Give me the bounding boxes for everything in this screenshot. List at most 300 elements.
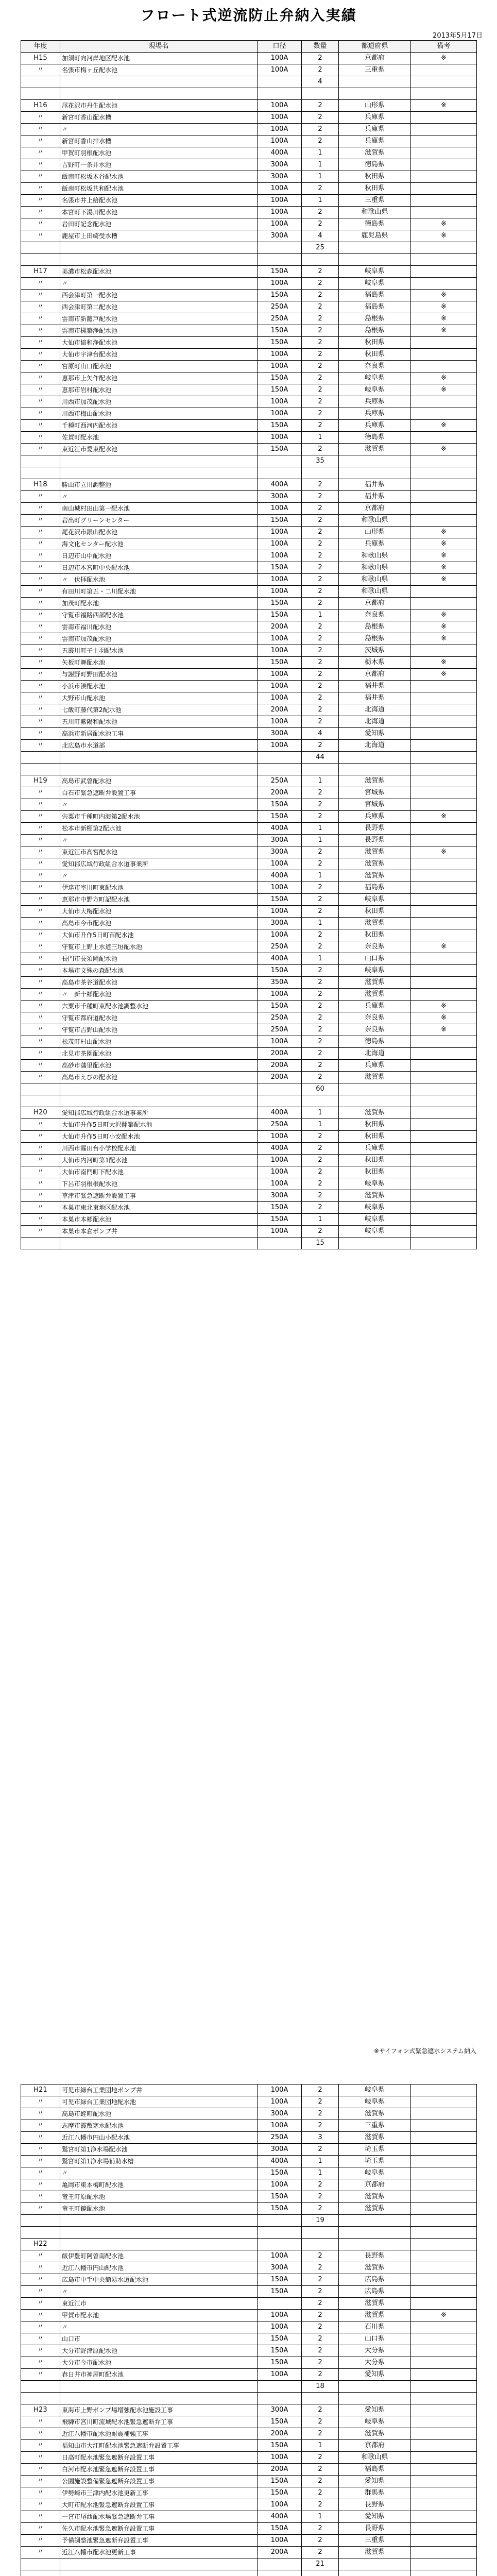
- site-cell: 長門市長須岡配水池: [60, 953, 258, 965]
- prefecture-cell: 島根県: [339, 633, 411, 645]
- diameter-cell: 100A: [258, 929, 302, 941]
- table-row: [21, 846, 477, 858]
- table-row: [21, 2286, 477, 2298]
- year-cell: 〃: [21, 882, 60, 894]
- diameter-cell: 100A: [258, 527, 302, 538]
- year-cell: 〃: [21, 124, 60, 135]
- diameter-cell: 100A: [258, 183, 302, 195]
- quantity-cell: 2: [302, 2108, 339, 2120]
- table-row: [21, 290, 477, 301]
- table-row: [21, 2511, 477, 2523]
- quantity-cell: 2: [302, 2203, 339, 2215]
- table-row: [21, 1060, 477, 1072]
- prefecture-cell: 愛知県: [339, 2476, 411, 2487]
- remarks-cell: [411, 1036, 477, 1048]
- remarks-cell: [411, 147, 477, 159]
- remarks-cell: [411, 266, 477, 278]
- table-row: [21, 858, 477, 870]
- year-cell: 〃: [21, 1072, 60, 1083]
- table-row: [21, 989, 477, 1001]
- prefecture-cell: 岐阜県: [339, 384, 411, 396]
- prefecture-cell: 滋賀県: [339, 2132, 411, 2144]
- prefecture-cell: 岐阜県: [339, 1226, 411, 1238]
- prefecture-cell: 長野県: [339, 2523, 411, 2535]
- quantity-cell: 2: [302, 2286, 339, 2298]
- table-row: [21, 527, 477, 538]
- diameter-cell: 200A: [258, 2428, 302, 2440]
- table-row: [21, 740, 477, 752]
- year-cell: H21: [21, 2084, 60, 2096]
- site-cell: 勝山市立川調整池: [60, 479, 258, 491]
- year-cell: 〃: [21, 906, 60, 918]
- quantity-cell: 1: [302, 1214, 339, 1226]
- site-cell: 伊達市室川町東配水池: [60, 882, 258, 894]
- year-cell: 〃: [21, 1060, 60, 1072]
- prefecture-cell: 兵庫県: [339, 112, 411, 124]
- prefecture-cell: 秋田県: [339, 906, 411, 918]
- remarks-cell: [411, 965, 477, 977]
- quantity-cell: 2: [302, 135, 339, 147]
- table-row: [21, 1107, 477, 1119]
- diameter-cell: 100A: [258, 989, 302, 1001]
- prefecture-cell: 岐阜県: [339, 894, 411, 906]
- prefecture-cell: 福井県: [339, 692, 411, 704]
- year-cell: 〃: [21, 1131, 60, 1143]
- quantity-cell: 1: [302, 609, 339, 621]
- remarks-cell: [411, 207, 477, 218]
- quantity-cell: 2: [302, 2084, 339, 2096]
- year-cell: 〃: [21, 2535, 60, 2547]
- diameter-cell: 150A: [258, 290, 302, 301]
- year-cell: 〃: [21, 1001, 60, 1012]
- site-cell: 〃 伏拝配水池: [60, 574, 258, 586]
- table-row: [21, 2345, 477, 2357]
- table-row: [21, 775, 477, 787]
- table-row: [21, 100, 477, 112]
- remarks-cell: [411, 799, 477, 811]
- table-row: [21, 2262, 477, 2274]
- quantity-cell: 2: [302, 633, 339, 645]
- table-row: [21, 633, 477, 645]
- year-cell: 〃: [21, 372, 60, 384]
- prefecture-cell: 滋賀県: [339, 147, 411, 159]
- diameter-cell: 300A: [258, 2144, 302, 2156]
- diameter-cell: 150A: [258, 2286, 302, 2298]
- quantity-cell: 2: [302, 278, 339, 290]
- site-cell: 北見市茶園配水池: [60, 1048, 258, 1060]
- year-cell: 〃: [21, 1178, 60, 1190]
- year-cell: 〃: [21, 704, 60, 716]
- year-cell: 〃: [21, 159, 60, 171]
- prefecture-cell: 滋賀県: [339, 2191, 411, 2203]
- quantity-cell: 2: [302, 53, 339, 64]
- diameter-cell: 300A: [258, 230, 302, 242]
- remarks-cell: [411, 2369, 477, 2381]
- diameter-cell: 100A: [258, 1131, 302, 1143]
- prefecture-cell: 岐阜県: [339, 278, 411, 290]
- diameter-cell: 250A: [258, 775, 302, 787]
- diameter-cell: 300A: [258, 728, 302, 740]
- diameter-cell: 300A: [258, 159, 302, 171]
- prefecture-cell: 滋賀県: [339, 858, 411, 870]
- quantity-cell: 2: [302, 1060, 339, 1072]
- year-cell: 〃: [21, 112, 60, 124]
- subtotal-value: 44: [302, 752, 339, 764]
- spacer-row: [21, 2227, 477, 2239]
- site-cell: 近江八幡市円山配水池: [60, 2262, 258, 2274]
- diameter-cell: 100A: [258, 361, 302, 372]
- table-row: [21, 823, 477, 835]
- quantity-cell: 1: [302, 835, 339, 846]
- table-row: [21, 2547, 477, 2558]
- site-cell: 春日井市神屋町配水池: [60, 2369, 258, 2381]
- table-row: [21, 1226, 477, 1238]
- remarks-cell: ※: [411, 633, 477, 645]
- site-cell: 本巣市本郷配水池: [60, 1214, 258, 1226]
- quantity-cell: 2: [302, 2179, 339, 2191]
- site-cell: 予備調整池緊急遮断弁設置工事: [60, 2535, 258, 2547]
- quantity-cell: 2: [302, 2547, 339, 2558]
- quantity-cell: 1: [302, 2167, 339, 2179]
- prefecture-cell: 北海道: [339, 1048, 411, 1060]
- table-row: [21, 929, 477, 941]
- prefecture-cell: 秋田県: [339, 1119, 411, 1131]
- diameter-cell: 100A: [258, 692, 302, 704]
- prefecture-cell: 兵庫県: [339, 1143, 411, 1155]
- remarks-cell: [411, 2452, 477, 2464]
- year-cell: 〃: [21, 207, 60, 218]
- year-cell: 〃: [21, 1190, 60, 1202]
- remarks-cell: ※: [411, 444, 477, 455]
- table-row: [21, 372, 477, 384]
- remarks-cell: [411, 740, 477, 752]
- year-cell: 〃: [21, 681, 60, 692]
- site-cell: 甲賀町羽根配水池: [60, 147, 258, 159]
- year-cell: 〃: [21, 384, 60, 396]
- quantity-cell: 2: [302, 2262, 339, 2274]
- remarks-cell: ※: [411, 941, 477, 953]
- table-row: [21, 2357, 477, 2369]
- remarks-cell: [411, 586, 477, 598]
- subtotal-value: 60: [302, 1083, 339, 1095]
- prefecture-cell: 山形県: [339, 527, 411, 538]
- remarks-cell: [411, 835, 477, 846]
- site-cell: 大仙市升作5日町小安配水池: [60, 1131, 258, 1143]
- diameter-cell: 100A: [258, 2499, 302, 2511]
- remarks-cell: [411, 704, 477, 716]
- prefecture-cell: 滋賀県: [339, 2203, 411, 2215]
- diameter-cell: 100A: [258, 1166, 302, 1178]
- prefecture-cell: 愛知県: [339, 2511, 411, 2523]
- site-cell: 本巣市東北東地区配水池: [60, 1202, 258, 1214]
- quantity-cell: 2: [302, 2274, 339, 2286]
- quantity-cell: 2: [302, 846, 339, 858]
- diameter-cell: 150A: [258, 609, 302, 621]
- table-row: [21, 420, 477, 432]
- table-row: [21, 669, 477, 681]
- year-cell: 〃: [21, 2345, 60, 2357]
- quantity-cell: 2: [302, 100, 339, 112]
- year-cell: 〃: [21, 1048, 60, 1060]
- site-cell: 高島市えびの配水池: [60, 1072, 258, 1083]
- subtotal-row: [21, 752, 477, 764]
- prefecture-cell: 山形県: [339, 100, 411, 112]
- quantity-cell: 1: [302, 953, 339, 965]
- site-cell: 〃: [60, 2286, 258, 2298]
- year-cell: 〃: [21, 2511, 60, 2523]
- diameter-cell: 150A: [258, 799, 302, 811]
- remarks-cell: ※: [411, 562, 477, 574]
- quantity-cell: 1: [302, 147, 339, 159]
- remarks-cell: ※: [411, 301, 477, 313]
- site-cell: 高浜市新居配水池工事: [60, 728, 258, 740]
- remarks-cell: [411, 2487, 477, 2499]
- prefecture-cell: 岐阜県: [339, 372, 411, 384]
- header-year: 年度: [21, 41, 60, 53]
- prefecture-cell: 秋田県: [339, 1166, 411, 1178]
- diameter-cell: 300A: [258, 846, 302, 858]
- remarks-cell: [411, 396, 477, 408]
- site-cell: 守覧市吉野山配水池: [60, 1024, 258, 1036]
- header-site: 現場名: [60, 41, 258, 53]
- prefecture-cell: 奈良県: [339, 1024, 411, 1036]
- table-row: [21, 491, 477, 503]
- year-cell: 〃: [21, 408, 60, 420]
- diameter-cell: 100A: [258, 1155, 302, 1166]
- site-cell: 可児市緑台工業団地ポンプ井: [60, 2084, 258, 2096]
- quantity-cell: 2: [302, 669, 339, 681]
- quantity-cell: 2: [302, 1202, 339, 1214]
- prefecture-cell: 山口県: [339, 953, 411, 965]
- remarks-cell: [411, 716, 477, 728]
- remarks-cell: [411, 2464, 477, 2476]
- diameter-cell: 150A: [258, 2167, 302, 2179]
- remarks-cell: [411, 1155, 477, 1166]
- table-row: [21, 218, 477, 230]
- year-cell: 〃: [21, 444, 60, 455]
- remarks-cell: ※: [411, 669, 477, 681]
- site-cell: 尾花沢市丹生配水池: [60, 100, 258, 112]
- quantity-cell: 1: [302, 2440, 339, 2452]
- site-cell: 守覧市福路西部配水池: [60, 609, 258, 621]
- table-row: [21, 2428, 477, 2440]
- site-cell: 大仙市南門町下配水池: [60, 1166, 258, 1178]
- year-cell: 〃: [21, 918, 60, 929]
- year-cell: 〃: [21, 337, 60, 349]
- year-cell: 〃: [21, 550, 60, 562]
- remarks-cell: [411, 2239, 477, 2250]
- site-cell: 草津市緊急遮断弁設置工事: [60, 1190, 258, 1202]
- diameter-cell: 150A: [258, 444, 302, 455]
- remarks-cell: [411, 432, 477, 444]
- quantity-cell: 1: [302, 159, 339, 171]
- remarks-cell: [411, 491, 477, 503]
- diameter-cell: 100A: [258, 2096, 302, 2108]
- site-cell: 〃: [60, 2321, 258, 2333]
- site-cell: 川西市霧田台小学校配水池: [60, 1143, 258, 1155]
- prefecture-cell: 秋田県: [339, 1131, 411, 1143]
- prefecture-cell: 秋田県: [339, 337, 411, 349]
- site-cell: 竜王町原配水池: [60, 2191, 258, 2203]
- site-cell: 伊勢崎市三津内配水池更新工事: [60, 2487, 258, 2499]
- quantity-cell: 2: [302, 266, 339, 278]
- site-cell: 川西市梅山配水池: [60, 408, 258, 420]
- document-title: フロート式逆流防止弁納入実績: [140, 7, 357, 24]
- year-cell: 〃: [21, 1166, 60, 1178]
- year-cell: 〃: [21, 953, 60, 965]
- table-row: [21, 1214, 477, 1226]
- year-cell: 〃: [21, 669, 60, 681]
- subtotal-row: [21, 2558, 477, 2570]
- prefecture-cell: 奈良県: [339, 1012, 411, 1024]
- year-cell: 〃: [21, 2369, 60, 2381]
- year-cell: 〃: [21, 2523, 60, 2535]
- subtotal-row: [21, 1238, 477, 1249]
- table-row: [21, 882, 477, 894]
- year-cell: H16: [21, 100, 60, 112]
- prefecture-cell: 埼玉県: [339, 2156, 411, 2167]
- table-row: [21, 2535, 477, 2547]
- diameter-cell: 150A: [258, 2523, 302, 2535]
- diameter-cell: 100A: [258, 53, 302, 64]
- diameter-cell: 100A: [258, 574, 302, 586]
- prefecture-cell: 長野県: [339, 2499, 411, 2511]
- remarks-cell: [411, 1131, 477, 1143]
- remarks-cell: [411, 858, 477, 870]
- quantity-cell: 2: [302, 977, 339, 989]
- diameter-cell: 150A: [258, 894, 302, 906]
- quantity-cell: 2: [302, 2191, 339, 2203]
- remarks-cell: [411, 171, 477, 183]
- site-cell: 可児市緑台工業団地配水池: [60, 2096, 258, 2108]
- quantity-cell: 2: [302, 2487, 339, 2499]
- year-cell: 〃: [21, 290, 60, 301]
- year-cell: 〃: [21, 503, 60, 515]
- remarks-cell: [411, 823, 477, 835]
- quantity-cell: 1: [302, 2511, 339, 2523]
- table-row: [21, 1166, 477, 1178]
- remarks-cell: ※: [411, 218, 477, 230]
- diameter-cell: 150A: [258, 2476, 302, 2487]
- quantity-cell: 2: [302, 301, 339, 313]
- prefecture-cell: 岐阜県: [339, 1202, 411, 1214]
- diameter-cell: 100A: [258, 124, 302, 135]
- site-cell: 大分市今市配水池: [60, 2357, 258, 2369]
- site-cell: 西会津町第二配水池: [60, 301, 258, 313]
- prefecture-cell: 宮城県: [339, 799, 411, 811]
- table-row: [21, 2499, 477, 2511]
- diameter-cell: 200A: [258, 1048, 302, 1060]
- quantity-cell: 1: [302, 195, 339, 207]
- diameter-cell: 150A: [258, 325, 302, 337]
- site-cell: 大仙市升作5日町苗配水池: [60, 929, 258, 941]
- quantity-cell: 2: [302, 1190, 339, 1202]
- quantity-cell: 2: [302, 929, 339, 941]
- table-row: [21, 586, 477, 598]
- table-row: [21, 230, 477, 242]
- prefecture-cell: 群馬県: [339, 2487, 411, 2499]
- year-cell: 〃: [21, 2333, 60, 2345]
- table-row: [21, 1131, 477, 1143]
- year-cell: 〃: [21, 2262, 60, 2274]
- quantity-cell: 2: [302, 1131, 339, 1143]
- diameter-cell: 100A: [258, 2084, 302, 2096]
- remarks-cell: [411, 349, 477, 361]
- prefecture-cell: 滋賀県: [339, 2547, 411, 2558]
- site-cell: 一宮市尾西配水場緊急遮断弁工事: [60, 2511, 258, 2523]
- diameter-cell: 400A: [258, 870, 302, 882]
- year-cell: 〃: [21, 515, 60, 527]
- remarks-cell: [411, 2333, 477, 2345]
- diameter-cell: 150A: [258, 420, 302, 432]
- prefecture-cell: 愛知県: [339, 2369, 411, 2381]
- quantity-cell: 2: [302, 2464, 339, 2476]
- prefecture-cell: 秋田県: [339, 183, 411, 195]
- year-cell: 〃: [21, 432, 60, 444]
- remarks-cell: [411, 2345, 477, 2357]
- quantity-cell: 2: [302, 562, 339, 574]
- site-cell: 南山城村田山第一配水池: [60, 503, 258, 515]
- table-row: [21, 574, 477, 586]
- prefecture-cell: 秋田県: [339, 349, 411, 361]
- prefecture-cell: 島根県: [339, 621, 411, 633]
- prefecture-cell: 滋賀県: [339, 1072, 411, 1083]
- table-row: [21, 2132, 477, 2144]
- table-row: [21, 503, 477, 515]
- remarks-cell: [411, 2440, 477, 2452]
- diameter-cell: 150A: [258, 384, 302, 396]
- table-row: [21, 2523, 477, 2535]
- year-cell: 〃: [21, 609, 60, 621]
- subtotal-row: [21, 1083, 477, 1095]
- subtotal-row: [21, 455, 477, 467]
- prefecture-cell: 岐阜県: [339, 2167, 411, 2179]
- prefecture-cell: 滋賀県: [339, 989, 411, 1001]
- year-cell: 〃: [21, 870, 60, 882]
- diameter-cell: 250A: [258, 313, 302, 325]
- prefecture-cell: 福島県: [339, 290, 411, 301]
- remarks-cell: [411, 2416, 477, 2428]
- site-cell: 本場市文殊の森配水池: [60, 965, 258, 977]
- remarks-cell: [411, 787, 477, 799]
- prefecture-cell: 大分県: [339, 2357, 411, 2369]
- remarks-cell: [411, 1166, 477, 1178]
- table-row: [21, 953, 477, 965]
- prefecture-cell: 三重県: [339, 2120, 411, 2132]
- site-cell: 大仙市升作5日町大沢翻築配水池: [60, 1119, 258, 1131]
- diameter-cell: 100A: [258, 645, 302, 657]
- diameter-cell: 150A: [258, 2345, 302, 2357]
- prefecture-cell: 秋田県: [339, 171, 411, 183]
- quantity-cell: 2: [302, 894, 339, 906]
- site-cell: 〃: [60, 835, 258, 846]
- header-quantity: 数量: [302, 41, 339, 53]
- prefecture-cell: 三重県: [339, 195, 411, 207]
- quantity-cell: 2: [302, 124, 339, 135]
- diameter-cell: 100A: [258, 503, 302, 515]
- year-cell: 〃: [21, 538, 60, 550]
- remarks-cell: [411, 112, 477, 124]
- site-cell: 北広島市水道部: [60, 740, 258, 752]
- site-cell: 飯伊豊町阿曽南配水池: [60, 2250, 258, 2262]
- year-cell: 〃: [21, 527, 60, 538]
- table-row: [21, 2203, 477, 2215]
- year-cell: 〃: [21, 2499, 60, 2511]
- remarks-cell: [411, 2547, 477, 2558]
- site-cell: 日辺市本宮町中央配水池: [60, 562, 258, 574]
- table-row: [21, 538, 477, 550]
- remarks-cell: [411, 1048, 477, 1060]
